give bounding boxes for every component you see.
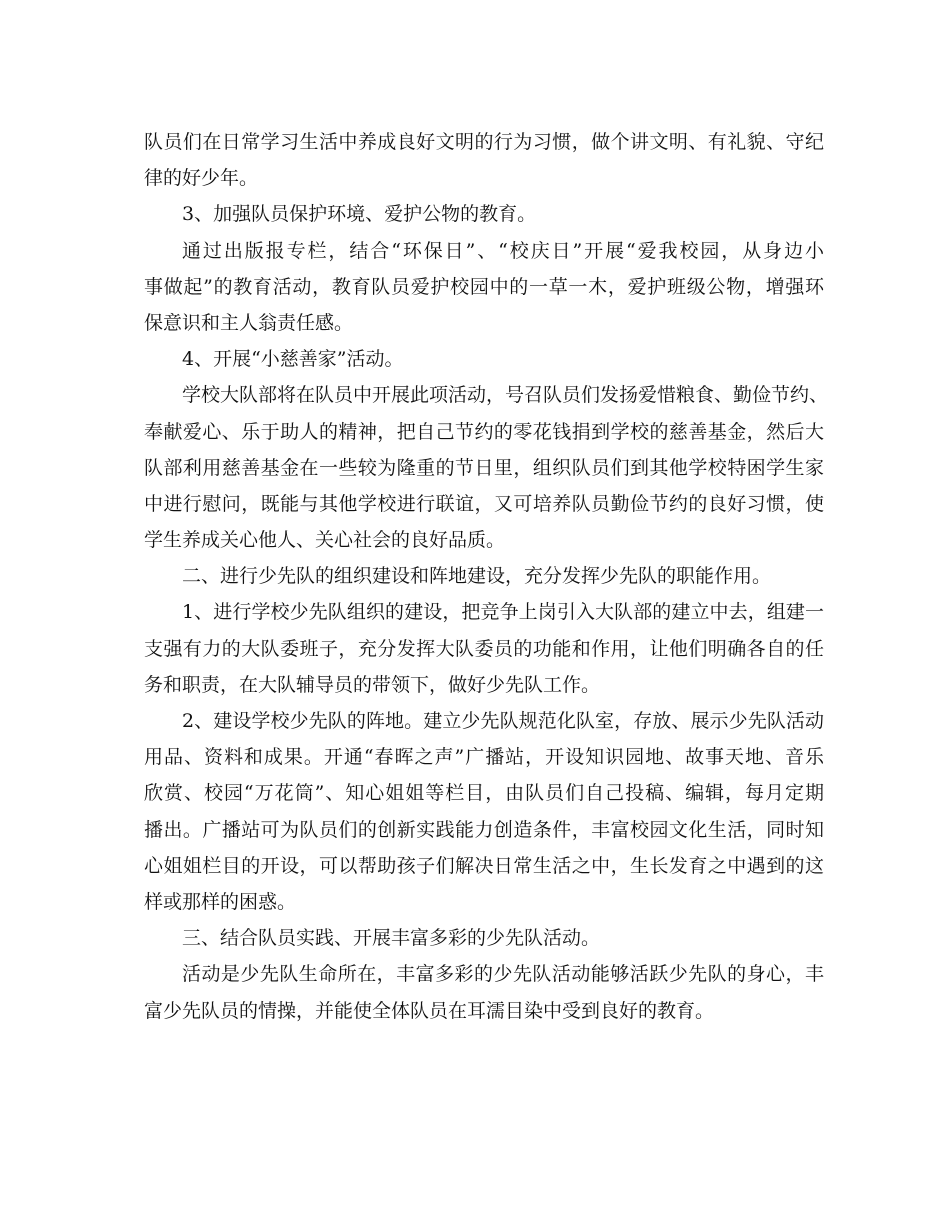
text-line: 2、建设学校少先队的阵地。建立少先队规范化队室，存放、展示少先队活动 (182, 710, 824, 732)
text-line: 中进行慰问，既能与其他学校进行联谊，又可培养队员勤俭节约的良好习惯，使 (144, 492, 824, 515)
text-line: 务和职责，在大队辅导员的带领下，做好少先队工作。 (144, 673, 601, 696)
text-line: 律的好少年。 (144, 167, 259, 190)
text-line: 队部利用慈善基金在一些较为隆重的节日里，组织队员们到其他学校特困学生家 (144, 456, 824, 479)
text-line: 用品、资料和成果。开通“春晖之声”广播站，开设知识园地、故事天地、音乐 (144, 746, 824, 769)
section-heading: 三、结合队员实践、开展丰富多彩的少先队活动。 (182, 927, 601, 950)
text-line: 活动是少先队生命所在，丰富多彩的少先队活动能够活跃少先队的身心，丰 (182, 963, 824, 986)
text-line: 1、进行学校少先队组织的建设，把竞争上岗引入大队部的建立中去，组建一 (182, 601, 824, 624)
text-line: 奉献爱心、乐于助人的精神，把自己节约的零花钱捐到学校的慈善基金，然后大 (144, 420, 824, 443)
text-line: 学校大队部将在队员中开展此项活动，号召队员们发扬爱惜粮食、勤俭节约、 (182, 384, 829, 407)
section-heading: 二、进行少先队的组织建设和阵地建设，充分发挥少先队的职能作用。 (182, 565, 772, 588)
text-line: 欣赏、校园“万花筒”、知心姐姐等栏目，由队员们自己投稿、编辑，每月定期 (144, 782, 824, 805)
section-heading: 3、加强队员保护环境、爱护公物的教育。 (182, 203, 537, 226)
text-line: 心姐姐栏目的开设，可以帮助孩子们解决日常生活之中，生长发育之中遇到的这 (144, 854, 824, 877)
text-line: 学生养成关心他人、关心社会的良好品质。 (144, 529, 506, 552)
section-heading: 4、开展“小慈善家”活动。 (182, 348, 404, 371)
text-line: 队员们在日常学习生活中养成良好文明的行为习惯，做个讲文明、有礼貌、守纪 (144, 131, 824, 153)
document-page (144, 124, 829, 1029)
text-line: 样或那样的困惑。 (144, 890, 297, 913)
text-line: 通过出版报专栏，结合“环保日”、“校庆日”开展“爱我校园，从身边小 (182, 239, 824, 262)
text-line: 事做起”的教育活动，教育队员爱护校园中的一草一木，爱护班级公物，增强环 (144, 275, 824, 298)
text-line: 播出。广播站可为队员们的创新实践能力创造条件，丰富校园文化生活，同时知 (144, 818, 824, 841)
text-line: 支强有力的大队委班子，充分发挥大队委员的功能和作用，让他们明确各自的任 (144, 637, 824, 660)
text-line: 富少先队员的情操，并能使全体队员在耳濡目染中受到良好的教育。 (144, 999, 715, 1022)
text-line: 保意识和主人翁责任感。 (144, 311, 354, 334)
